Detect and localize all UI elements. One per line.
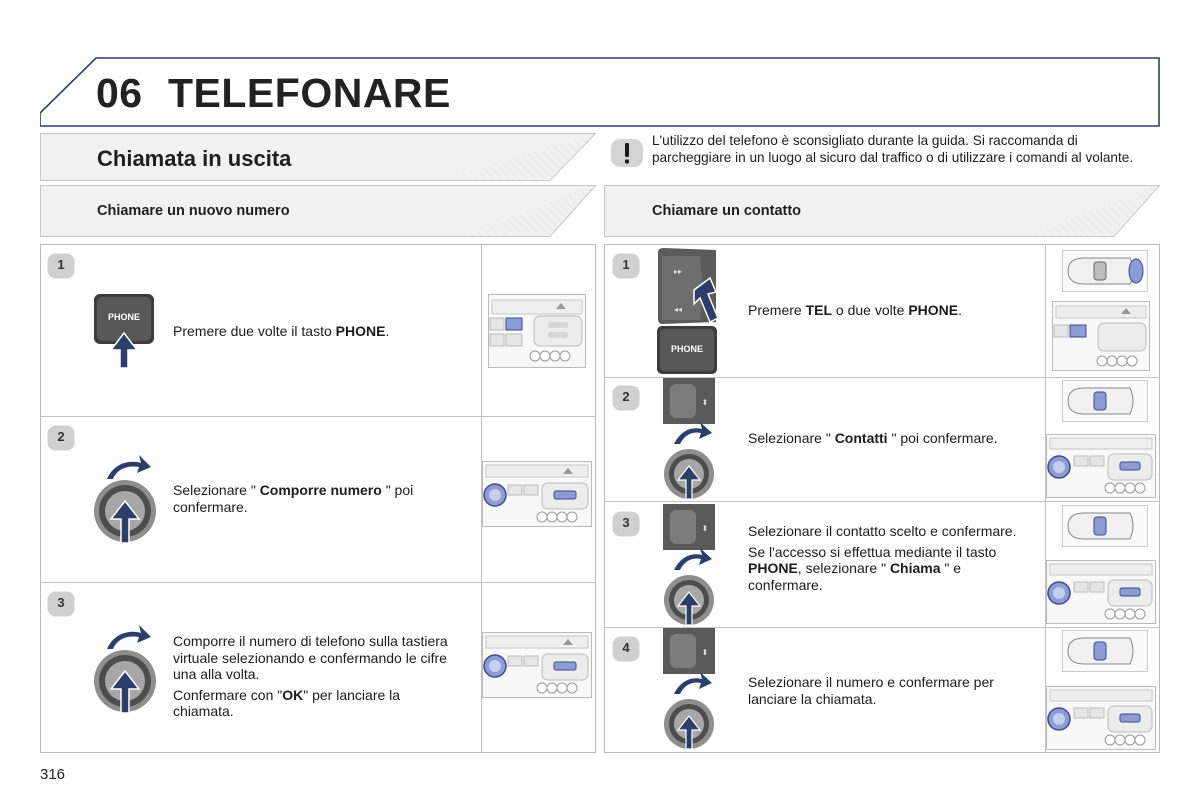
svg-text:⬍: ⬍ (701, 524, 709, 533)
steering-stalk-icon (1062, 250, 1148, 292)
left-step1-text: Premere due volte il tasto PHONE. (173, 323, 390, 339)
scroll-wheel-icon (662, 628, 716, 750)
step-number: 3 (622, 515, 630, 530)
right-column-divider (1045, 245, 1046, 752)
svg-text:▸▸: ▸▸ (674, 267, 683, 276)
left-step3-text: Comporre il numero di telefono sulla tastiera virtuale selezionando e confermando le cifre una alla volta. Confermare con "OK" per lanciare la chiamata. (173, 633, 448, 719)
svg-text:⬍: ⬍ (701, 398, 709, 407)
step-number: 1 (57, 257, 65, 272)
right-subheader-title: Chiamare un contatto (652, 203, 802, 219)
right-step3-text: Selezionare il contatto scelto e confermare. Se l'accesso si effettua mediante il tasto PHONE, selezionare " Chiama " e confermare. (748, 523, 1017, 593)
radio-panel-icon (1046, 560, 1156, 624)
exclamation-icon (610, 138, 644, 168)
scroll-wheel-icon (662, 378, 716, 500)
svg-text:⬍: ⬍ (701, 648, 709, 657)
step-number: 3 (57, 595, 65, 610)
left-row-divider (41, 416, 595, 417)
phone-key-label: PHONE (107, 312, 141, 322)
radio-panel-icon (1046, 434, 1156, 498)
rotary-knob-icon (93, 619, 157, 715)
step-number: 1 (622, 257, 630, 272)
steering-stalk-icon (1062, 630, 1148, 672)
phone-button-icon (93, 293, 155, 369)
page-number: 316 (40, 766, 66, 783)
step-number: 4 (622, 640, 630, 655)
left-step2-text: Selezionare " Comporre numero " poi confermare. (173, 482, 414, 515)
radio-panel-icon (482, 461, 592, 527)
right-row-divider (605, 501, 1159, 502)
rotary-knob-icon (93, 449, 157, 545)
steering-stalk-icon (1062, 380, 1148, 422)
scroll-wheel-icon (662, 504, 716, 626)
chapter-number: 06 (96, 70, 143, 116)
steering-control-icon (656, 248, 718, 376)
radio-panel-icon (488, 294, 586, 368)
radio-panel-icon (1052, 301, 1150, 371)
chapter-title: TELEFONARE (168, 70, 451, 116)
radio-panel-icon (482, 632, 592, 698)
step-number: 2 (57, 429, 65, 444)
step-number: 2 (622, 389, 630, 404)
right-step2-text: Selezionare " Contatti " poi confermare. (748, 430, 998, 446)
left-subheader-title: Chiamare un nuovo numero (97, 203, 290, 219)
radio-panel-icon (1046, 686, 1156, 750)
left-row-divider (41, 582, 595, 583)
steering-stalk-icon (1062, 505, 1148, 547)
section-title: Chiamata in uscita (97, 146, 292, 171)
phone-key-label: PHONE (670, 344, 704, 354)
svg-text:◂◂: ◂◂ (674, 305, 683, 314)
right-step4-text: Selezionare il numero e confermare per lanciare la chiamata. (748, 674, 994, 707)
warning-text: L'utilizzo del telefono è sconsigliato durante la guida. Si raccomanda di parcheggiare in un luogo al sicuro dal traffico o di utilizzare i comandi al volante. (652, 133, 1134, 165)
right-step1-text: Premere TEL o due volte PHONE. (748, 302, 962, 318)
